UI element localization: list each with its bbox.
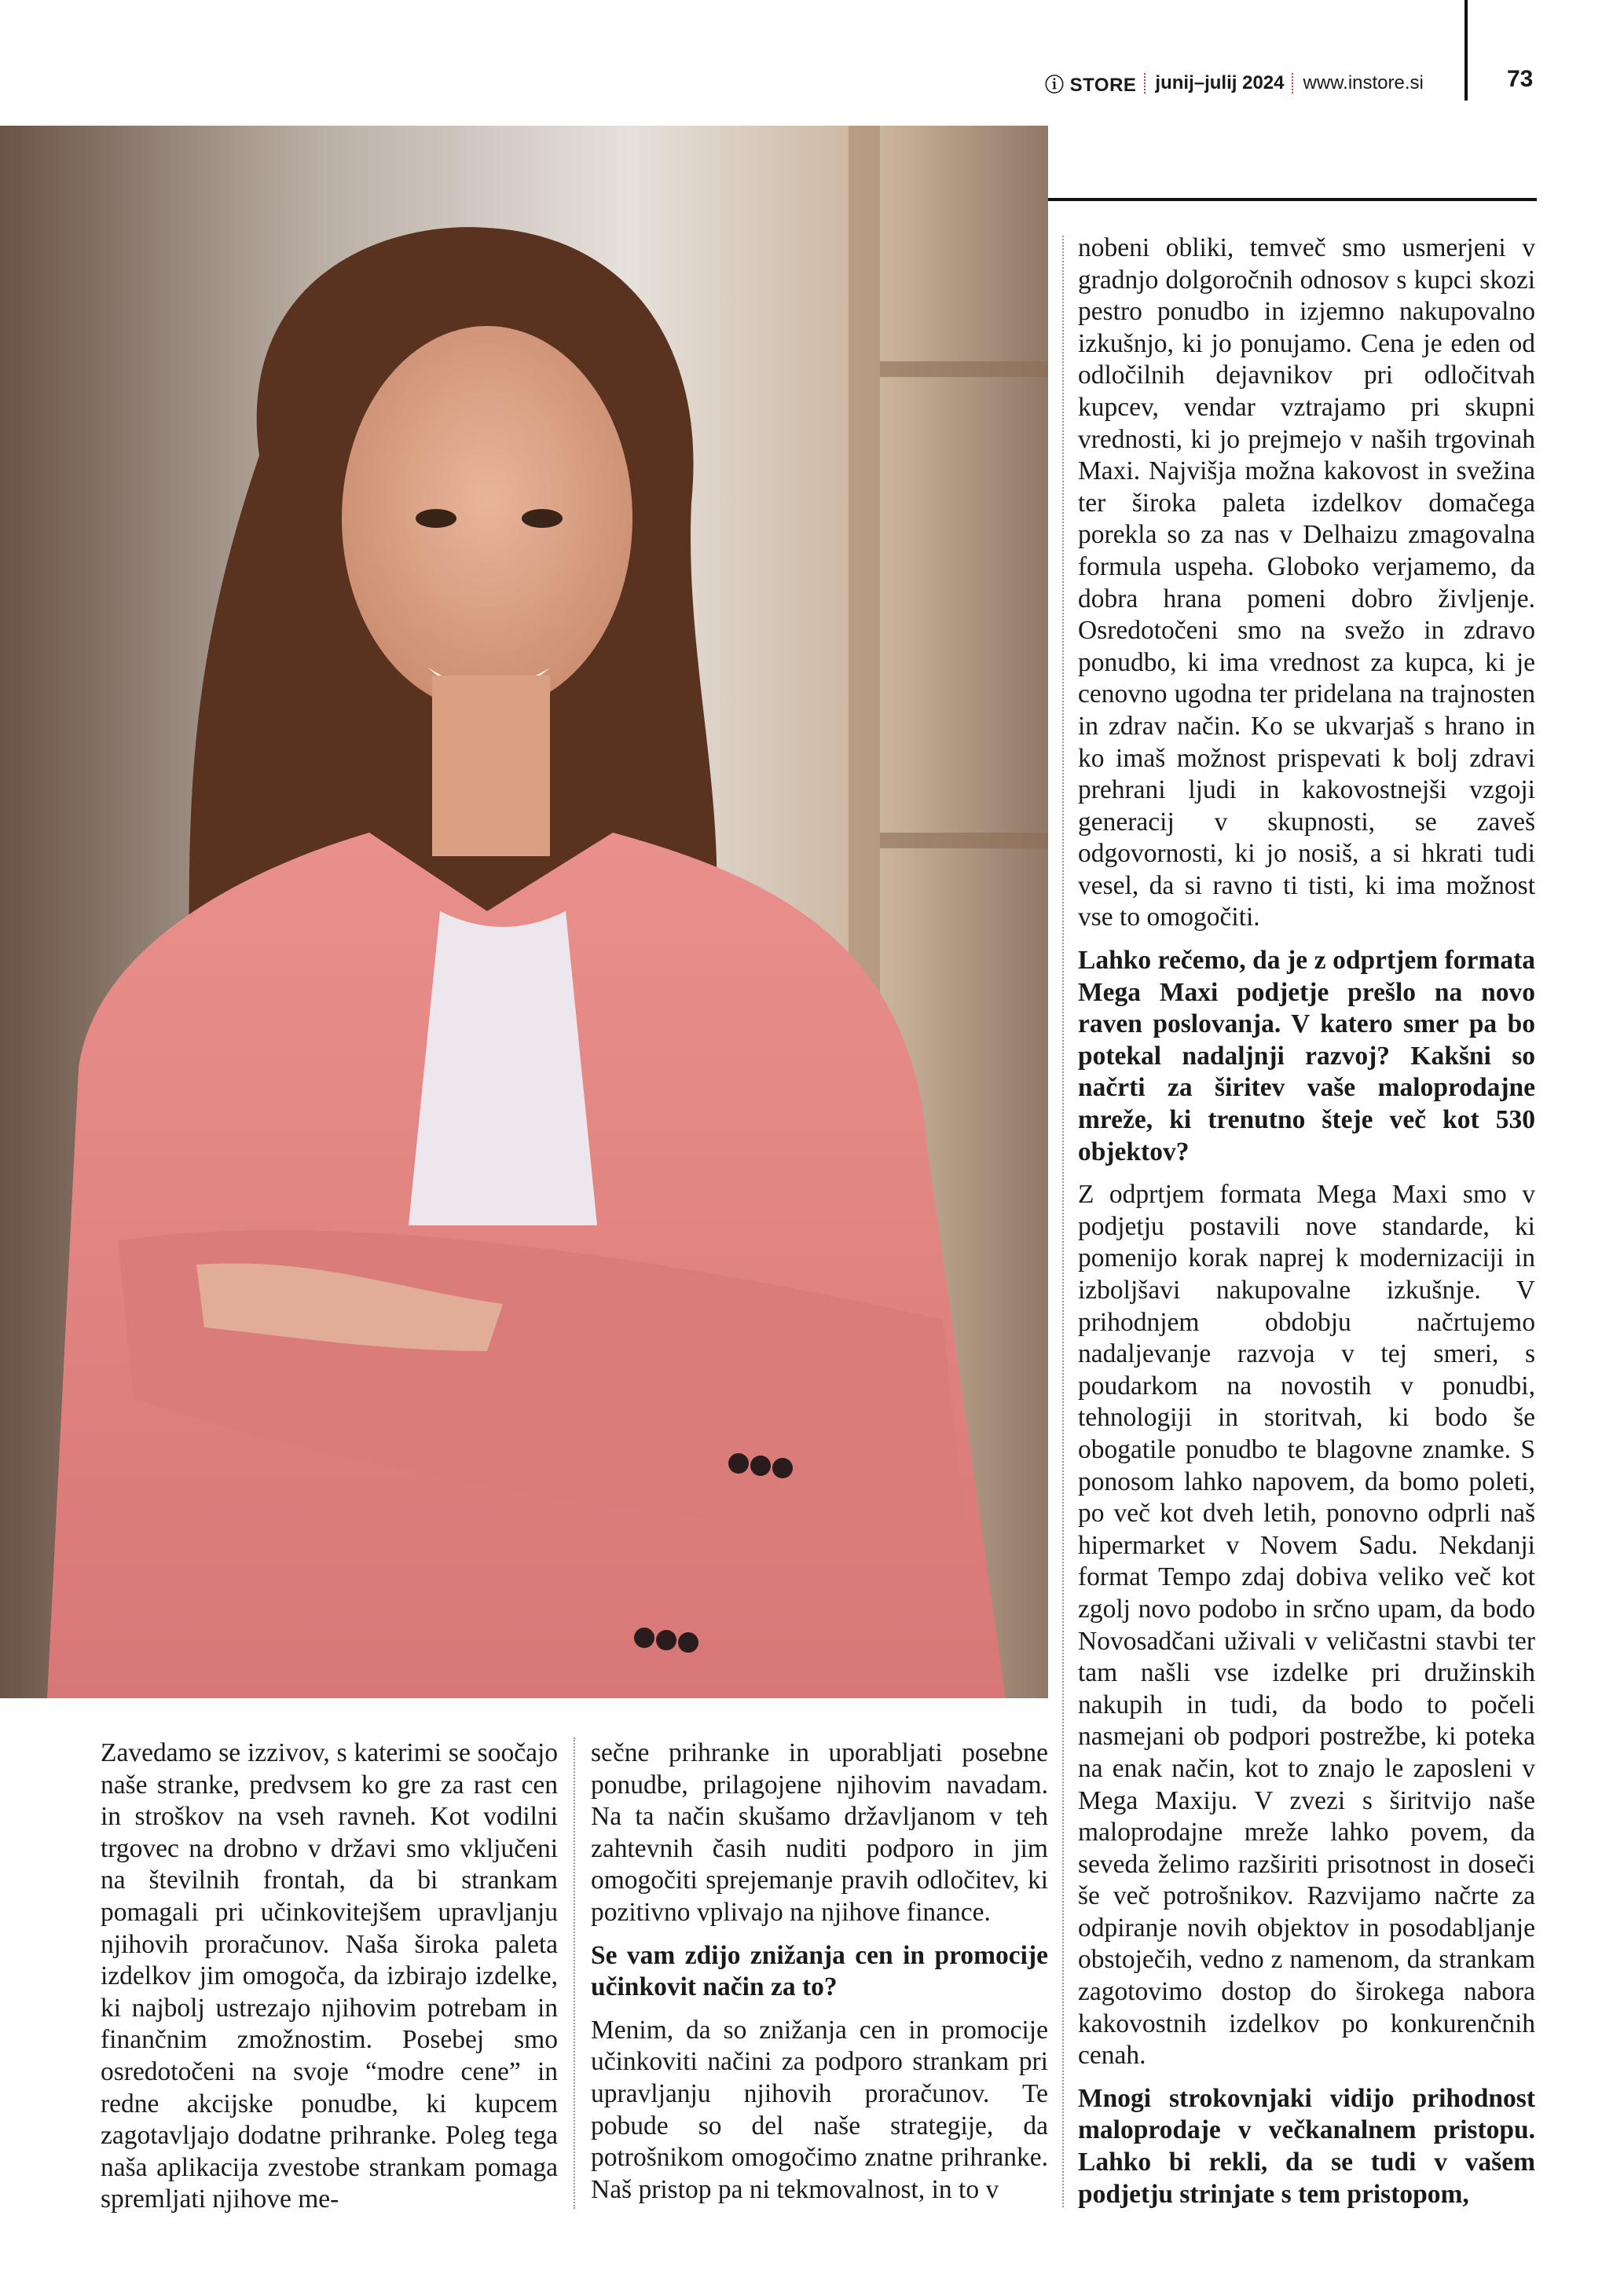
column-separator [1062,236,1064,2207]
header-divider [1465,0,1468,101]
separator [1292,73,1295,93]
issue-date: junij–julij 2024 [1155,71,1285,93]
paragraph: Zavedamo se izzivov, s katerimi se soočajo naše stranke, predvsem ko gre za rast cen in stroškov na vseh ravneh. Kot vodilni trgovec na drobno v državi smo vključeni na številnih frontah, da bi strankam pomagali pri učinkovitejšem upravljanju njihovih proračunov. Naša široka paleta izdelkov jim omogoča, da izbirajo izdelke, ki najbolj ustrezajo njihovim potrebam in finančnim zmožnostim. Posebej smo osredotočeni na svoje “modre cene” in redne akcijske ponudbe, ki kupcem zagotavljajo dodatne prihranke. Poleg tega naša aplikacija zvestobe strankam pomaga spremljati njihove me- [101,1738,558,2214]
interview-question: Mnogi strokovnjaki vidijo prihodnost maloprodaje v večkanalnem pristopu. Lahko bi rekli, da se tudi v vašem podjetju strinjate s tem pristopom, [1078,2083,1535,2209]
column-separator [574,1738,575,2209]
interview-question: Lahko rečemo, da je z odprtjem formata Mega Maxi podjetje prešlo na novo raven poslovanja. V katero smer pa bo potekal nadaljnji razvoj? Kakšni so načrti za širitev vaše maloprodajne mreže, ki trenutno šteje več kot 530 objektov? [1078,946,1535,1166]
portrait-photo [0,126,1048,1698]
column-rule [1048,198,1537,201]
paragraph: sečne prihranke in uporabljati posebne ponudbe, prilagojene njihovim navadam. Na ta način skušamo državljanom v teh zahtevnih časih nuditi podporo in jim omogočiti sprejemanje pravih odločitev, ki pozitivno vplivajo na njihove finance. [591,1738,1048,1927]
article-column-middle [591,1738,1048,2217]
paragraph: nobeni obliki, temveč smo usmerjeni v gradnjo dolgoročnih odnosov s kupci skozi pestro ponudbo in izjemno nakupovalno izkušnjo, ki jo ponujamo. Cena je eden od odločilnih dejavnikov pri odločitvah kupcev, vendar vztrajamo pri skupni vrednosti, ki jo prejmejo v naših trgovinah Maxi. Najvišja možna kakovost in svežina ter široka paleta izdelkov domačega porekla so za nas v Delhaizu zmagovalna formula uspeha. Globoko verjamemo, da dobra hrana pomeni dobro življenje. Osredotočeni smo na svežo in zdravo ponudbo, ki ima vrednost za kupca, ki je cenovno ugodna ter pridelana na trajnosten in zdrav način. Ko se ukvarjaš s hrano in ko imaš možnost prispevati k bolj zdravi prehrani ljudi in kakovostnejši vzgoji generacij v skupnosti, se zaveš odgovornosti, ki jo nosiš, a si hkrati tudi vesel, da si ravno ti tisti, ki ima možnost vse to omogočiti. [1078,233,1535,932]
article-column-right [1078,233,1535,2221]
magazine-logo: ⓘ STORE [1045,75,1137,96]
website-link[interactable]: www.instore.si [1303,71,1424,93]
page-number: 73 [1507,66,1534,92]
paragraph: Menim, da so znižanja cen in promocije učinkoviti načini za podporo strankam pri upravljanju njihovih proračunov. Te pobude so del naše strategije, da potrošnikom omogočimo znatne prihranke. Naš pristop pa ni tekmovalnost, in to v [591,2015,1048,2204]
interview-question: Se vam zdijo znižanja cen in promocije učinkovit način za to? [591,1940,1048,2002]
paragraph: Z odprtjem formata Mega Maxi smo v podjetju postavili nove standarde, ki pomenijo korak naprej k modernizaciji in izboljšavi nakupovalne izkušnje. V prihodnjem obdobju načrtujemo nadaljevanje razvoja v tej smeri, s poudarkom na novostih v ponudbi, tehnologiji in storitvah, ki bodo še obogatile ponudbo te blagovne znamke. S ponosom lahko napovem, da bomo poleti, po več kot dveh letih, ponovno odprli naš hipermarket v Novem Sadu. Nekdanji format Tempo zdaj dobiva veliko več kot zgolj novo podobo in srčno upam, da bodo Novosadčani uživali v veličastni stavbi ter tam našli vse izdelke pri družinskih nakupih in tudi, da bodo to počeli nasmejani ob podpori postrežbe, ki poteka na enak način, kot to znajo le zaposleni v Mega Maxiju. V zvezi s širitvijo naše maloprodajne mreže lahko povem, da seveda želimo razširiti prisotnost in doseči še več potrošnikov. Razvijamo načrte za odpiranje novih objektov in posodabljanje obstoječih, vedno z namenom, da strankam zagotovimo dostop do širokega nabora kakovostnih izdelkov po konkurenčnih cenah. [1078,1180,1535,2071]
article-column-left [101,1738,558,2227]
separator [1144,73,1147,93]
running-header [1045,69,1424,97]
